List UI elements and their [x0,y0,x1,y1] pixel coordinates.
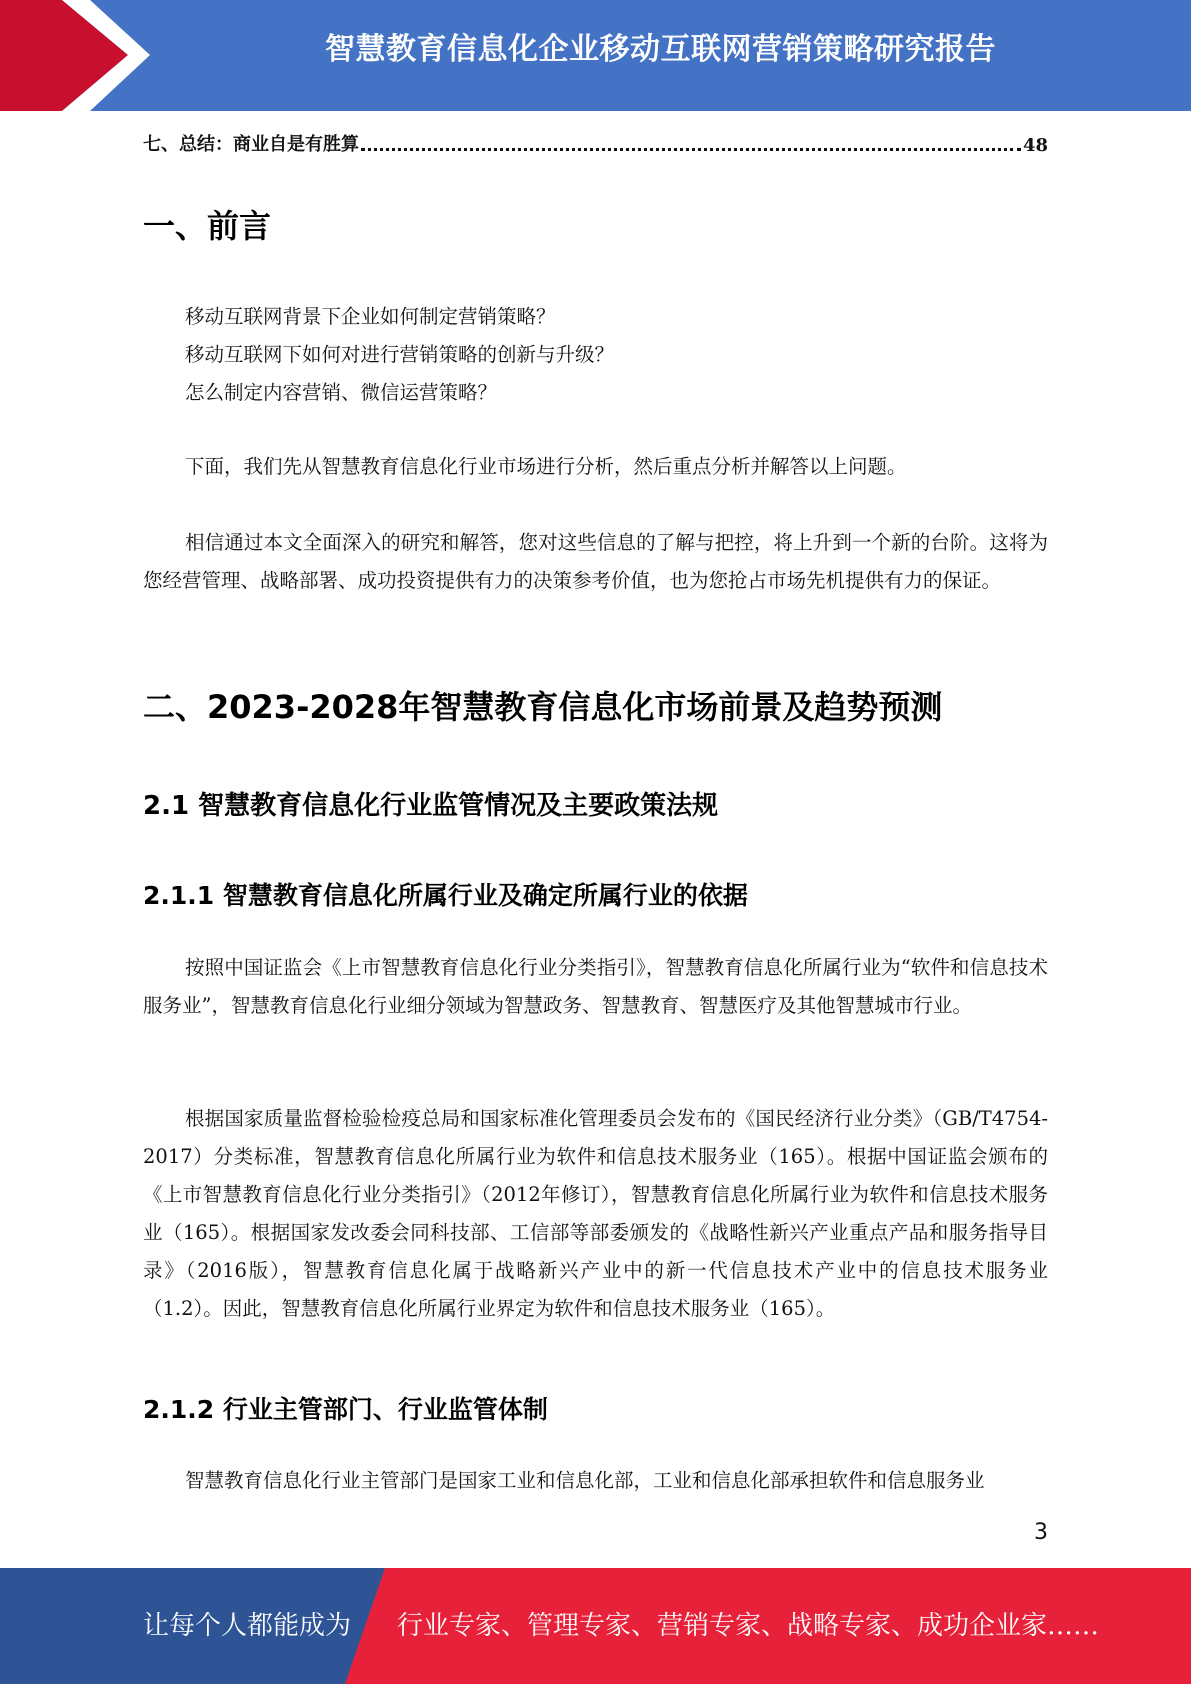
toc-entry[interactable] [143,130,1048,156]
industry-paragraph-2: 根据国家质量监督检验检疫总局和国家标准化管理委员会发布的《国民经济行业分类》（GB/T4754-2017）分类标准，智慧教育信息化所属行业为软件和信息技术服务业（165）。根据中国证监会颁布的《上市智慧教育信息化行业分类指引》（2012年修订），智慧教育信息化所属行业为软件和信息技术服务业（165）。根据国家发改委会同科技部、工信部等部委颁发的《战略性新兴产业重点产品和服务指导目录》（2016版），智慧教育信息化属于战略新兴产业中的新一代信息技术产业中的信息技术服务业（1.2）。因此，智慧教育信息化所属行业界定为软件和信息技术服务业（165）。 [143,1107,1048,1320]
subsection-heading-2-1: 2.1 智慧教育信息化行业监管情况及主要政策法规 [143,791,719,821]
toc-entry-page: 48 [1022,135,1048,156]
subsection-heading-2-1-2: 2.1.2 行业主管部门、行业监管体制 [143,1395,548,1424]
section-heading-outlook: 二、2023-2028年智慧教育信息化市场前景及趋势预测 [143,688,943,726]
header-chevron-decoration [0,0,160,111]
page-header [0,0,1191,111]
footer-slogan-left: 让每个人都能成为 [143,1611,352,1641]
subsection-heading-2-1-1: 2.1.1 智慧教育信息化所属行业及确定所属行业的依据 [143,881,748,910]
toc-leader-dots [361,148,1021,151]
preface-paragraph-1: 下面，我们先从智慧教育信息化行业市场进行分析，然后重点分析并解答以上问题。 [185,455,907,478]
header-title: 智慧教育信息化企业移动互联网营销策略研究报告 [325,32,996,67]
page-footer [0,1568,1191,1684]
footer-slogan-right: 行业专家、管理专家、营销专家、战略专家、成功企业家…… [397,1611,1100,1641]
regulator-paragraph: 智慧教育信息化行业主管部门是国家工业和信息化部，工业和信息化部承担软件和信息服务业 [185,1469,985,1492]
page-number: 3 [1034,1520,1048,1545]
section-heading-preface: 一、前言 [143,207,272,245]
industry-paragraph-1: 按照中国证监会《上市智慧教育信息化行业分类指引》，智慧教育信息化所属行业为“软件和信息技术服务业”，智慧教育信息化行业细分领域为智慧政务、智慧教育、智慧医疗及其他智慧城市行业。 [143,956,1048,1017]
toc-entry-label: 七、总结：商业自是有胜算 [143,134,359,155]
preface-paragraph-2: 相信通过本文全面深入的研究和解答，您对这些信息的了解与把控，将上升到一个新的台阶。这将为您经营管理、战略部署、成功投资提供有力的决策参考价值，也为您抢占市场先机提供有力的保证。 [143,531,1048,592]
preface-question-3: 怎么制定内容营销、微信运营策略？ [185,381,498,404]
preface-question-2: 移动互联网下如何对进行营销策略的创新与升级？ [185,343,615,366]
preface-question-1: 移动互联网背景下企业如何制定营销策略？ [185,305,556,328]
